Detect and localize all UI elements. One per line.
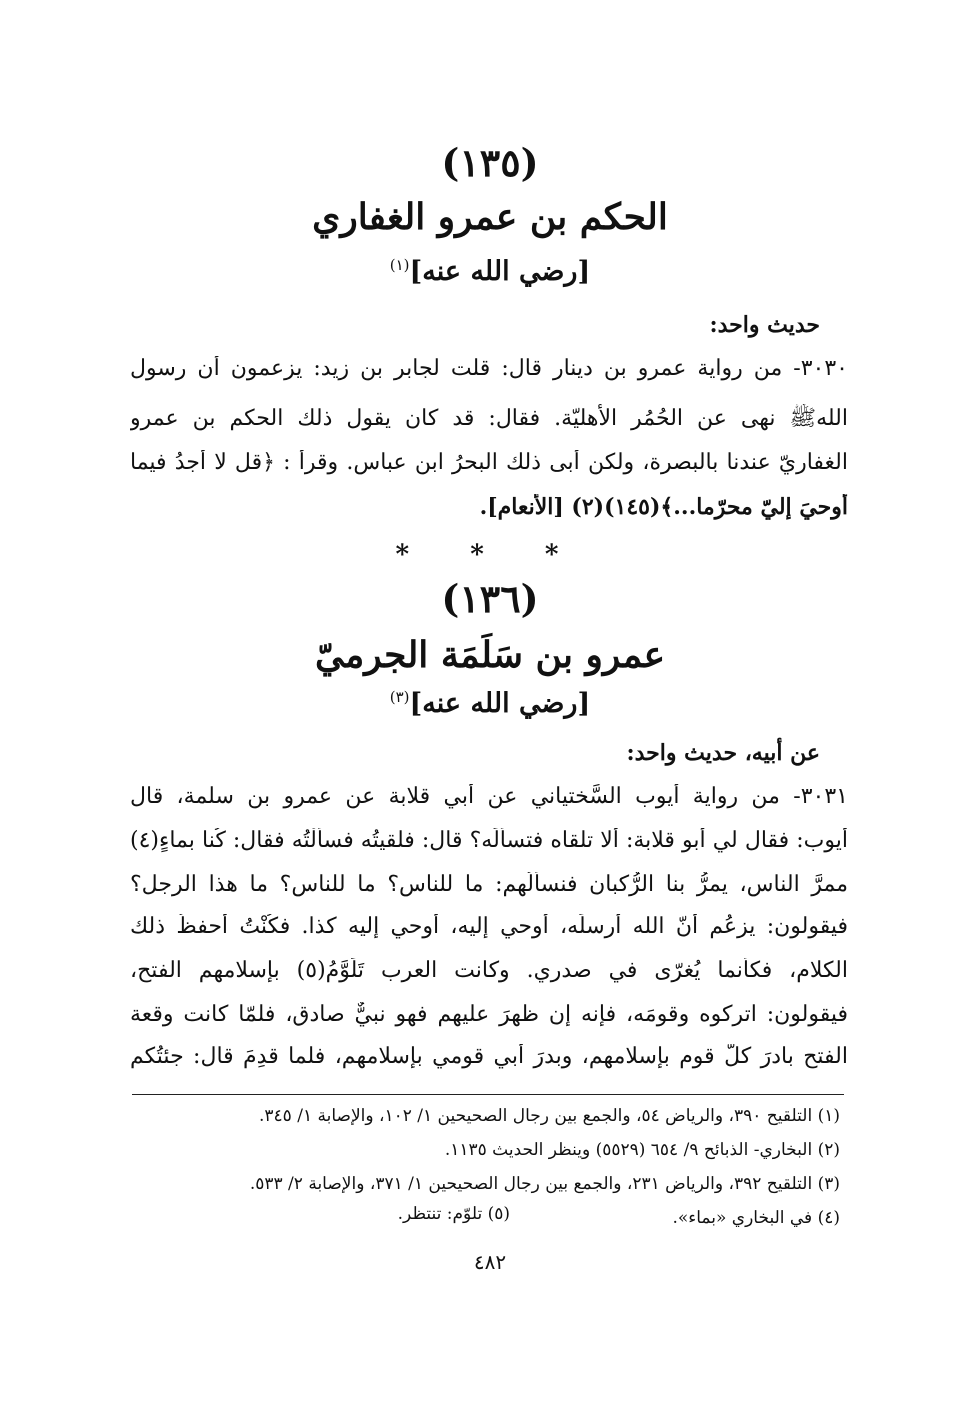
footnote: (٣) التلقيح ٣٩٢، والرياض ٢٣١، والجمع بين رجال الصحيحين ١/ ٣٧١، والإصابة ٢/ ٥٣٣. <box>249 1174 840 1194</box>
honorific-text: [رضي الله عنه] <box>409 688 591 719</box>
hadith-line: فيقولون: اتركوه وقومَه، فإنه إن ظهرَ عليهم فهو نبيٌّ صادق، فلمّا كانت وقعة <box>130 1002 848 1027</box>
footnote-divider <box>132 1094 844 1095</box>
hadith-line: اللهﷺ نهى عن الحُمُر الأهليّة. فقال: قد كان يقول ذلك الحكم بن عمرو <box>130 406 848 431</box>
section-title: الحكم بن عمرو الغفاري <box>312 196 668 238</box>
section-number: (١٣٥) <box>441 140 539 185</box>
honorific <box>0 688 980 719</box>
footnote: (٤) في البخاري «بماء». <box>672 1208 840 1228</box>
hadith-line: ممرَّ الناس، يمرُّ بنا الرُّكبان فنسألُهم: ما للناس؟ ما للناس؟ ما هذا الرجل؟ <box>130 872 848 897</box>
hadith-line: أيوب: فقال لي أبو قلابة: ألا تلقاه فتسألَه؟ قال: فلقيتُه فسألْتُه فقال: كُنا بماءٍ(٤) <box>130 828 848 853</box>
subheading: عن أبيه، حديث واحد: <box>626 740 820 766</box>
section-title: عمرو بن سَلَمَة الجرميّ <box>314 634 666 676</box>
honorific-text: [رضي الله عنه] <box>409 256 591 287</box>
hadith-line: ٣٠٣٠- من رواية عمرو بن دينار قال: قلت لجابر بن زيد: يزعمون أن رسول <box>130 356 848 381</box>
footnote-ref: (١) <box>389 256 410 274</box>
hadith-line: فيقولون: يزعُم أنّ الله أرسلَه، أُوحي إليه، أُوحي إليه كذا. فكُنْتُ أحفظُ ذلك <box>130 914 848 939</box>
section-number: (١٣٦) <box>441 576 539 621</box>
hadith-line: أُوحيَ إليّ محرّما...﴾(١٤٥)(٢) [الأنعام]. <box>479 494 848 520</box>
hadith-line: الفتح بادرَ كلُّ قوم بإسلامهم، وبدرَ أبي قومي بإسلامهم، فلما قدِمَ قال: جئتُكم <box>130 1044 848 1069</box>
footnote: (٢) البخاري- الذبائح ٩/ ٦٥٤ (٥٥٢٩) وينظر الحديث ١١٣٥. <box>444 1140 840 1160</box>
honorific <box>0 256 980 287</box>
separator: * * * <box>395 540 585 570</box>
hadith-line: الغفاريّ عندنا بالبصرة، ولكن أبى ذلك البحرُ ابن عباس. وقرأ : ﴿قل لا أجدُ فيما <box>130 450 848 475</box>
page-number: ٤٨٢ <box>473 1250 507 1274</box>
hadith-line: الكلام، فكأنما يُغرّى في صدري. وكانت العرب تَلَوَّمُ(٥) بإسلامهم الفتح، <box>130 958 848 983</box>
footnote-ref: (٣) <box>389 688 410 706</box>
footnote: (١) التلقيح ٣٩٠، والرياض ٥٤، والجمع بين رجال الصحيحين ١/ ١٠٢، والإصابة ١/ ٣٤٥. <box>258 1106 840 1126</box>
footnote: (٥) تلوّم: تنتظر. <box>397 1204 510 1224</box>
hadith-line: ٣٠٣١- من رواية أيوب السَّختياني عن أبي قلابة عن عمرو بن سلمة، قال <box>130 784 848 809</box>
subheading: حديث واحد: <box>709 312 820 338</box>
